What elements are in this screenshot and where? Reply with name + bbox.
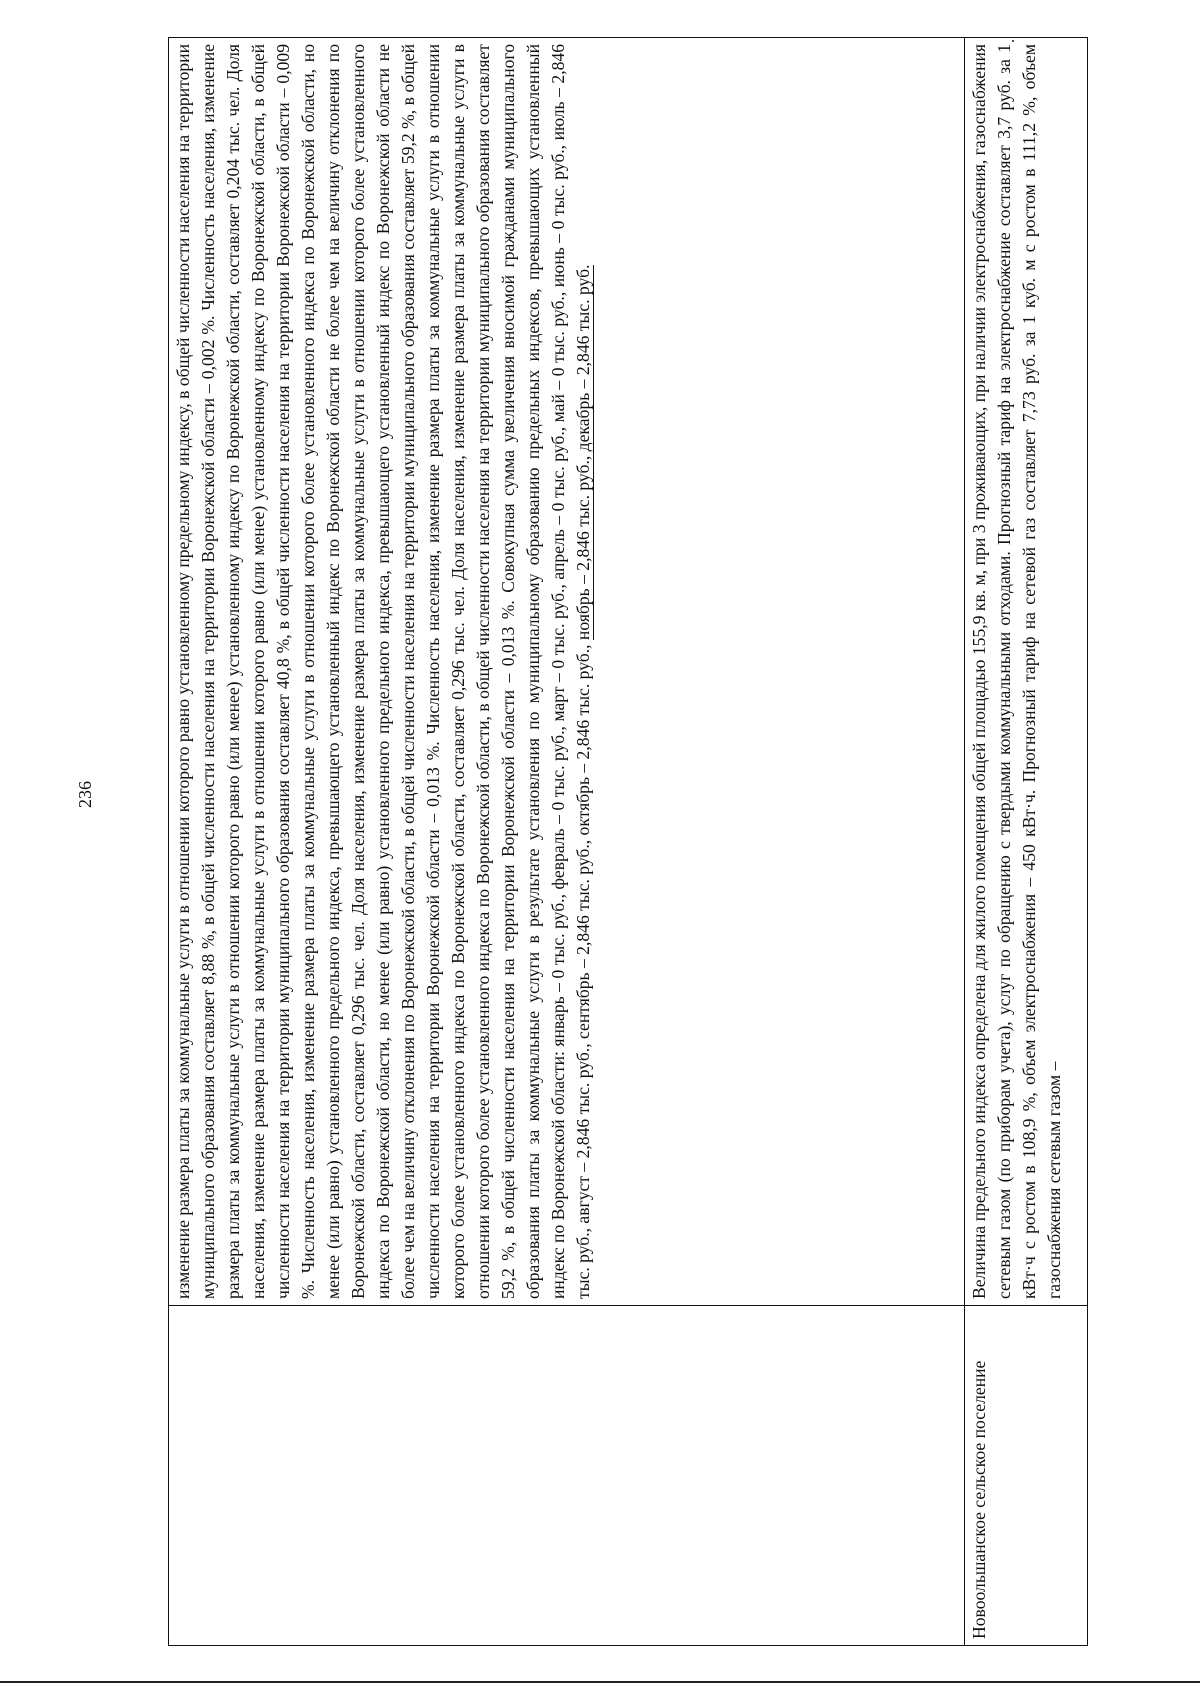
description-text: изменение размера платы за коммунальные услуги в отношении которого равно установленному предельному индексу, в общей численности населения на территории муниципального образования составляет 8,88 %, в общей численности населения на территории Воронежской области – 0,002 %. Численность населения, изменение размера платы за коммунальные услуги в отношении которого равно (или менее) установленному индексу по Воронежской области, составляет 0,204 тыс. чел. Доля населения, изменение размера платы за коммунальные услуги в отношении которого равно (или менее) установленному индексу по Воронежской области, в общей численности населения на территории муниципального образования составляет 40,8 %, в общей численности населения на территории Воронежской области – 0,009 %. Численность населения, изменение размера платы за коммунальные услуги в отношении которого более установленного индекса по Воронежской области, но менее (или равно) установленного предельного индекса, превышающего установленный индекс по Воронежской области не более чем на величину отклонения по Воронежской области, составляет 0,296 тыс. чел. Доля населения, изменение размера платы за коммунальные услуги в отношении которого более установленного индекса по Воронежской области, но менее (или равно) установленного предельного индекса, превышающего установленный индекс по Воронежской области не более чем на величину отклонения по Воронежской области, в общей численности населения на территории муниципального образования составляет 59,2 %, в общей численности населения на территории Воронежской области – 0,013 %. Численность населения, изменение размера платы за коммунальные услуги в отношении которого более установленного индекса по Воронежской области, составляет 0,296 тыс. чел. Доля населения, изменение размера платы за коммунальные услуги в отношении которого более установленного индекса по Воронежской области, в общей численности населения на территории муниципального образования составляет 59,2 %, в общей численности населения на территории Воронежской области – 0,013 %. Совокупная сумма увеличения вносимой гражданами муниципального образования платы за коммунальные услуги в результате установления по муниципальному образованию предельных индексов, превышающих установленный индекс по Воронежской области: январь – 0 тыс. руб., февраль – 0 тыс. руб., март – 0 тыс. руб., апрель – 0 тыс. руб., май – 0 тыс. руб., июнь – 0 тыс. руб., июль – 2,846 тыс. руб., август – 2,846 тыс. руб., сентябрь – 2,846 тыс. руб., октябрь – 2,846 тыс. руб., xyxy=(173,44,593,1299)
description-cell xyxy=(169,38,965,1306)
description-cell xyxy=(965,38,1088,1306)
municipal-index-table xyxy=(168,37,1088,1646)
municipality-name-cell: Новоольшанское сельское поселение xyxy=(965,1306,1088,1646)
table-row xyxy=(965,38,1088,1646)
description-text: Величина предельного индекса определена для жилого помещения общей площадью 155,9 кв. м, при 3 проживающих, при наличии электроснабжения, газоснабжения сетевым газом (по приборам учета), услуг по обращению с твердыми коммунальными отходами. Прогнозный тариф на электроснабжение составляет 3,7 руб. за 1 кВт·ч с ростом в 108,9 %, объем электроснабжения – 450 кВт·ч. Прогнозный тариф на сетевой газ составляет 7,73 руб. за 1 куб. м с ростом в 111,2 %, объем газоснабжения сетевым газом – xyxy=(969,44,1064,1299)
page-number: 236 xyxy=(75,781,95,808)
page-bottom-border xyxy=(0,1681,1200,1683)
description-underlined-text: ноябрь – 2,846 тыс. руб., декабрь – 2,846 тыс. руб. xyxy=(573,264,593,641)
rotated-page-content xyxy=(168,38,1088,1650)
municipality-name-cell xyxy=(169,1306,965,1646)
table-row xyxy=(169,38,965,1646)
